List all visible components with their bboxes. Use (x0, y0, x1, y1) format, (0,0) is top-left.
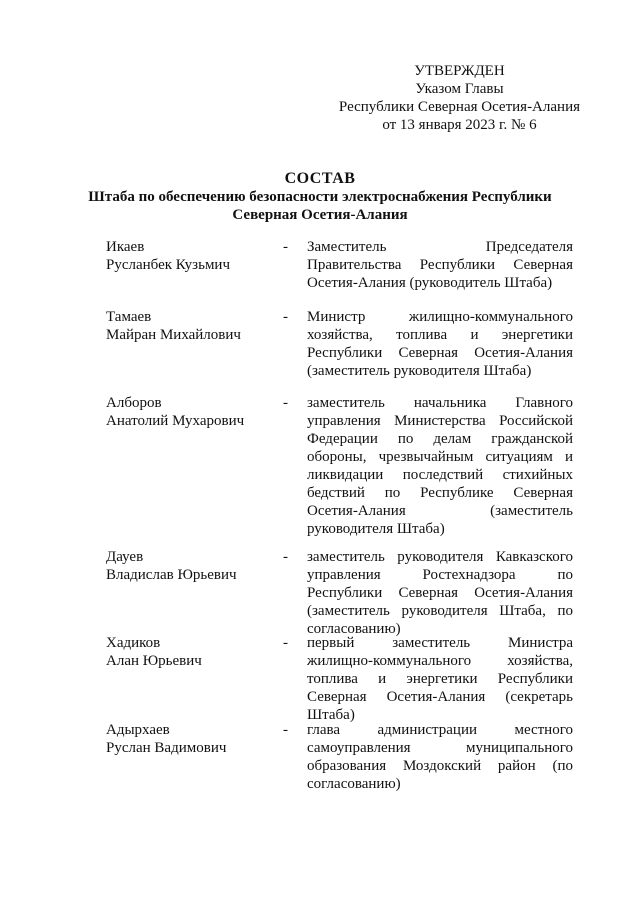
member-dash: - (283, 722, 288, 738)
member-given-name: Руслан Вадимович (106, 740, 227, 756)
approval-heading: УТВЕРЖДЕН (414, 63, 505, 79)
member-surname: Хадиков (106, 635, 161, 651)
member-role: Министр жилищно-коммунального хозяйства, топлива и энергетики Республики Северная Осетия-Алания (заместитель руководителя Штаба) (307, 309, 573, 379)
member-surname: Адырхаев (106, 722, 170, 738)
member-given-name: Анатолий Мухарович (106, 413, 245, 429)
member-role: первый заместитель Министра жилищно-коммунального хозяйства, топлива и энергетики Республики Северная Осетия-Алания (секретарь Штаба) (307, 635, 573, 723)
member-given-name: Майран Михайлович (106, 327, 241, 343)
member-dash: - (283, 239, 288, 255)
member-surname: Икаев (106, 239, 145, 255)
member-dash: - (283, 549, 288, 565)
member-given-name: Алан Юрьевич (106, 653, 202, 669)
member-name (106, 308, 276, 344)
member-surname: Тамаев (106, 309, 152, 325)
member-role: Заместитель Председателя Правительства Республики Северная Осетия-Алания (руководитель Штаба) (307, 239, 573, 291)
member-given-name: Владислав Юрьевич (106, 567, 237, 583)
member-name (106, 394, 276, 430)
member-given-name: Русланбек Кузьмич (106, 257, 231, 273)
member-dash: - (283, 635, 288, 651)
member-name (106, 548, 276, 584)
approval-decree: Указом Главы (415, 81, 504, 97)
member-surname: Алборов (106, 395, 162, 411)
member-surname: Дауев (106, 549, 144, 565)
approval-date: от 13 января 2023 г. № 6 (382, 117, 537, 133)
approval-stamp (339, 62, 580, 134)
member-role: заместитель начальника Главного управления Министерства Российской Федерации по делам гражданской обороны, чрезвычайным ситуациям и ликвидации последствий стихийных бедствий по Республике Северная Осетия-Алания (заместитель руководителя Штаба) (307, 395, 573, 537)
document-subtitle: Штаба по обеспечению безопасности электроснабжения Республики Северная Осетия-Алания (88, 189, 552, 223)
approval-republic: Республики Северная Осетия-Алания (338, 99, 580, 115)
member-dash: - (283, 395, 288, 411)
member-role: заместитель руководителя Кавказского управления Ростехнадзора по Республики Северная Осетия-Алания (заместитель руководителя Штаба, по согласованию) (307, 549, 573, 637)
member-name (106, 721, 276, 757)
member-name (106, 634, 276, 670)
document-title: СОСТАВ (284, 170, 356, 187)
member-name (106, 238, 276, 274)
member-role: глава администрации местного самоуправления муниципального образования Моздокский район (по согласованию) (307, 722, 573, 792)
member-dash: - (283, 309, 288, 325)
